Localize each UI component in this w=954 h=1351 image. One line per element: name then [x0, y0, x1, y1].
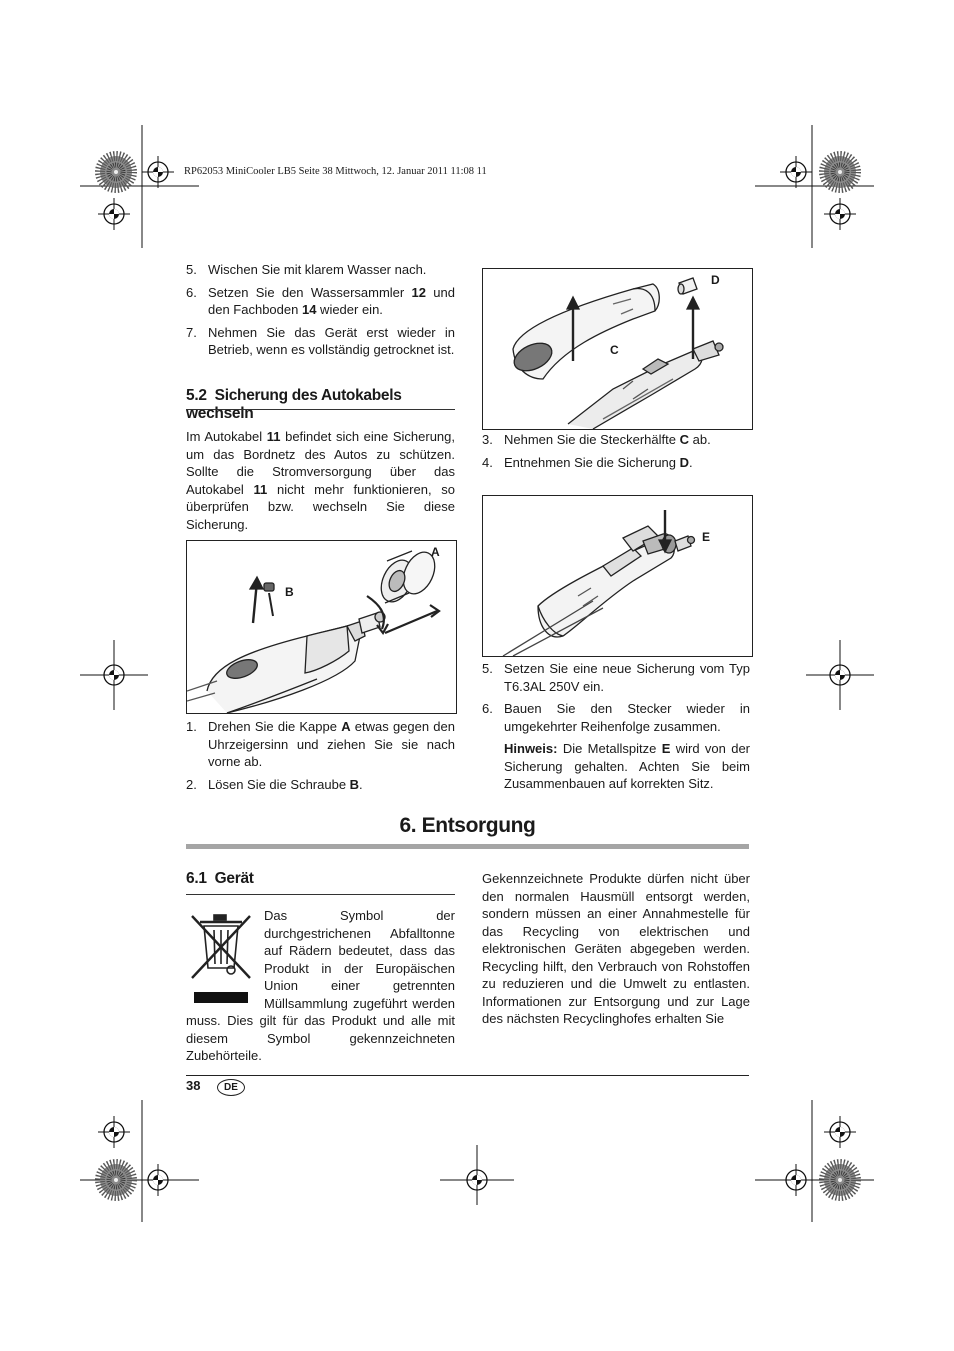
disassembly-steps-list: [186, 718, 455, 798]
bold-reference: D: [679, 454, 690, 470]
footer-rule: [186, 1075, 749, 1076]
list-item: 3. Nehmen Sie die Steckerhälfte C ab.: [482, 432, 711, 447]
list-item: 4. Entnehmen Sie die Sicherung D.: [482, 454, 693, 470]
weee-explanation: Das Symbol der durchgestrichenen Abfalltonne auf Rädern bedeutet, dass das Produkt in der Europäischen Union einer getrennten Müllsammlung zugeführt werden muss. Dies gilt für das Produkt und alle mit diesem Symbol gekennzeichneten Zubehörteile.: [186, 908, 455, 1063]
section-rule: [186, 409, 455, 410]
bold-reference: 11: [253, 481, 268, 497]
list-item: 5. Wischen Sie mit klarem Wasser nach.: [186, 262, 427, 277]
text-run: Nehmen Sie das Gerät erst wieder in Betrieb, wenn es vollständig getrocknet ist.: [208, 324, 455, 357]
text-run: wird von der Sicherung gehalten. Achten Sie beim Zusammenbauen auf korrekten Sitz.: [504, 741, 751, 791]
intro-paragraph: [186, 428, 455, 533]
label-e: E: [702, 530, 711, 544]
section-heading-5-2: 5.2 Sicherung des Autokabels wechseln: [186, 387, 402, 422]
label-a: A: [431, 545, 440, 559]
text-run: Nehmen Sie die Steckerhälfte: [504, 432, 680, 447]
list-item: 6. Setzen Sie den Wassersammler 12 und den Fachboden 14 wieder ein.: [186, 284, 455, 317]
label-b: B: [285, 585, 294, 599]
cable-plug-illustration: [187, 541, 456, 713]
text-run: Die Metallspitze: [557, 741, 662, 756]
bold-reference: A: [341, 719, 351, 734]
text-run: Entnehmen Sie die Sicherung: [504, 454, 680, 470]
list-item: 1. Drehen Sie die Kappe A etwas gegen den Uhrzeigersinn und ziehen Sie sie nach vorne ab.: [186, 719, 455, 769]
text-run: und den Fachboden: [208, 284, 455, 317]
figure-plug-half-fuse: [482, 268, 753, 430]
section-rule: [186, 894, 455, 895]
text-run: Im Autokabel: [186, 429, 267, 444]
text-run: etwas gegen den Uhrzeigersinn und ziehen Sie sie nach vorne ab.: [208, 719, 455, 769]
fuse-insert-illustration: [483, 496, 752, 656]
list-item: 6. Bauen Sie den Stecker wieder in umgekehrter Reihenfolge zusammen.: [482, 701, 750, 734]
cleaning-steps-list: [186, 261, 455, 364]
chapter-rule: [186, 844, 749, 849]
section-heading-6-1: 6.1 Gerät: [186, 870, 254, 887]
list-item: 2. Lösen Sie die Schraube B.: [186, 776, 363, 792]
print-slug: RP62053 MiniCooler LB5 Seite 38 Mittwoch, 12. Januar 2011 11:08 11: [184, 166, 487, 177]
bold-reference: C: [679, 432, 689, 447]
bold-reference: 11: [266, 429, 281, 444]
reassembly-steps-list: [482, 660, 750, 798]
text-run: nicht mehr funktionieren, so überprüfen bzw. wechseln Sie diese Sicherung.: [186, 481, 456, 532]
label-c: C: [610, 343, 619, 357]
bold-reference: B: [349, 776, 360, 792]
label-d: D: [711, 273, 720, 287]
text-run: befindet sich eine Sicherung, um das Bordnetz des Autos zu schützen. Sollte die Stromversorgung über das Autokabel: [186, 429, 455, 497]
bold-reference: 14: [301, 302, 317, 317]
bold-reference: Hinweis:: [504, 741, 558, 756]
disposal-paragraph: Gekennzeichnete Produkte dürfen nicht über den normalen Hausmüll entsorgt werden, sondern müssen an einer Annahmestelle für das Recycling von elektrischen und elektronischen Geräten abgegeben werden. Recycling hilft, den Verbrauch von Rohstoffen zu reduzieren und die Umwelt zu entlasten. Informationen zur Entsorgung und zur Lage des nächsten Recyclinghofes erhalten Sie: [482, 871, 750, 1026]
bold-reference: E: [661, 741, 671, 756]
figure-cap-screw: [186, 540, 457, 714]
text-run: Setzen Sie den Wassersammler: [208, 284, 412, 300]
chapter-heading: 6. Entsorgung: [399, 814, 536, 837]
language-badge: DE: [217, 1079, 245, 1096]
list-item: 5. Setzen Sie eine neue Sicherung vom Typ T6.3AL 250V ein.: [482, 661, 750, 694]
note-paragraph: [482, 740, 750, 793]
text-run: Lösen Sie die Schraube: [208, 776, 350, 792]
page-number: 38: [186, 1078, 201, 1093]
text-run: .: [359, 776, 363, 792]
text-run: Setzen Sie eine neue Sicherung vom Typ T6.3AL 250V ein.: [504, 661, 750, 694]
text-run: wieder ein.: [316, 302, 383, 317]
text-run: .: [689, 454, 693, 470]
text-run: ab.: [689, 432, 711, 447]
figure-metal-tip: [482, 495, 753, 657]
text-run: Drehen Sie die Kappe: [208, 719, 342, 734]
fuse-removal-steps-list: [482, 431, 750, 476]
bold-reference: 12: [411, 284, 427, 300]
list-item: 7. Nehmen Sie das Gerät erst wieder in Betrieb, wenn es vollständig getrocknet ist.: [186, 324, 455, 357]
text-run: Bauen Sie den Stecker wieder in umgekehrter Reihenfolge zusammen.: [504, 701, 750, 734]
text-run: Wischen Sie mit klarem Wasser nach.: [208, 262, 427, 277]
